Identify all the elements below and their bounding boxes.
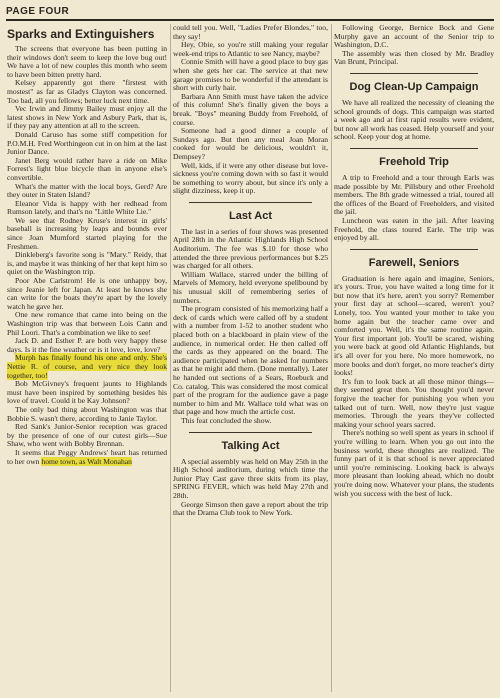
article-title-last-act: Last Act	[229, 209, 272, 222]
highlighted-paragraph	[7, 354, 167, 380]
paragraph: could tell you. Well, "Ladies Prefer Blondes," too, they say!	[173, 23, 328, 41]
paragraph: Donald Caruso has some stiff competition for P.O.M.H. Fred Worthingeon cut in on him at the last Junior Dance.	[7, 129, 167, 157]
paragraph: Hey, Obie, so you're still making your regular week-end trips to Atlantic to see Nancy, maybe?	[173, 40, 328, 58]
paragraph: There's nothing so well spent as years in school if you're willing to learn. When you go out into the business world, these thoughts are realized. The funny part of it is that school is never appreciated until you're reminiscing. Looking back is always more pleasant than looking ahead, which no doubt you're doing now. Whatever your plans, the students wish you success with the best of luck.	[334, 428, 494, 498]
paragraph: Graduation is here again and imagine, Seniors, it's yours. True, you have waited a long time for it but now that it's here, aren't you sorry? Remember your first day at school—scared, weren't you? Lonely, too. You wanted your mother to take you home again but the teacher came over and comforted you. Well, it's the same routine again. Your first important job. You'll be scared, wishing you were back at good old Atlantic Highlands, but it's all over for you here. No more homework, no more books and don't forget, no more teacher's dirty looks!	[334, 273, 494, 378]
paragraph: William Wallace, starred under the billing of Marvels of Memory, held everyone spellbound by his unusual skill of remembering series of numbers.	[173, 269, 328, 305]
paragraph: Connie Smith will have a good place to buy gas when she gets her car. The service at that new garage promises to be wonderful if the attendant is short with curly hair.	[173, 57, 328, 93]
paragraph: The last in a series of four shows was presented April 28th in the Atlantic Highlands High School Auditorium. The fee was $.10 for those who attended the three previous performances but $.25 was charged for all others.	[173, 226, 328, 271]
column-1	[7, 24, 167, 466]
paragraph	[7, 449, 167, 466]
paragraph: Red Sank's Junior-Senior reception was graced by the presence of one of our cutest girls—Sue Shaw, who went with Bobby Brennan.	[7, 422, 167, 449]
separator	[189, 202, 312, 203]
paragraph-text: It seems that Peggy Andrews' heart has returned to her own	[7, 447, 167, 466]
paragraph: Kelsey apparently got there "firstest with mostest" as far as Gladys Clayton was concerned. Too bad, all you fellows; better luck next time.	[7, 78, 167, 105]
paragraph: Following George, Bernice Bock and Gene Murphy gave an account of the Senior trip to Washington, D.C.	[334, 23, 494, 50]
paragraph: George Simson then gave a report about the trip that the Drama Club took to New York.	[173, 499, 328, 518]
separator	[189, 432, 312, 433]
paragraph: It's fun to look back at all those minor things—they seemed great then. You thought you'd never forgive the teacher for punishing you when you talked out of turn. Well, now they're just vague memories. Through the years they've collected making your school years sacred.	[334, 376, 494, 429]
paragraph: Vec Irwin and Jimmy Bailey must enjoy all the latest shows in New York and Asbury Park, that is, if they pay any attention at all to the screen.	[7, 104, 167, 131]
article-title-talking-act: Talking Act	[221, 439, 280, 452]
paragraph: Barbara Ann Smith must have taken the advice of this column! She's finally given the boys a break. "Boys" meaning Buddy from Freehold, of course.	[173, 91, 328, 127]
paragraph: We see that Rodney Kruse's interest in girls' baseball is increasing by leaps and bounds ever since Joan Mumford started playing for the Freshmen.	[7, 215, 167, 251]
paragraph: Jack D. and Esther P. are both very happy these days. Is it the fine weather or is it love, love, love?	[7, 336, 167, 354]
article-title-farewell-seniors: Farewell, Seniors	[368, 256, 460, 269]
paragraph: Someone had a good dinner a couple of Sundays ago. But then any meal Joan Moran cooked for would be delicious, wouldn't it, Dempsey?	[173, 126, 328, 161]
column-3	[334, 24, 494, 498]
paragraph: Janet Berg would rather have a ride on Mike Forrest's light blue bicycle than in anyone else's convertible.	[7, 155, 167, 182]
paragraph: The program consisted of his memorizing half a deck of cards which were called off by a student with a number from 1-52 to another student who placed both on a blackboard in plain view of the audience, in numerical order. He then called off the cards as they appeared on the board. The audience participated when he asked for numbers as that he might add them. (Done mentally). Later he handed out sections of a Sears, Roebuck and Co. catalog. This was considered the most comical part of the program for the audience gave a page number to him and Mr. Wallace told what was on that page and how much the article cost.	[173, 304, 328, 417]
paragraph: This feat concluded the show.	[181, 415, 272, 425]
paragraph: Poor Abe Carlstrom! He is one unhappy boy, since Jeanie left for Japan. At least he knows she can write for the boats they're apart by the lovely watch he gave her.	[7, 276, 167, 311]
paragraph: The only bad thing about Washington was that Bobbie S. wasn't there, according to Janie Taylor.	[7, 404, 167, 423]
paragraph: The screens that everyone has been putting in their windows don't seem to keep the love bug out! We have a lot of new couples this month who seem to have been bitten pretty hard.	[7, 44, 167, 79]
separator	[350, 148, 478, 149]
paragraph: Dinkleberg's favorite song is "Mary." Reidy, that is, and maybe it was thinking of her that kept him so quiet on the Washington trip.	[7, 250, 167, 277]
column-2	[173, 24, 328, 518]
article-title-sparks: Sparks and Extinguishers	[7, 27, 155, 41]
paragraph: The assembly was then closed by Mr. Bradley Van Brunt, Principal.	[334, 48, 494, 67]
paragraph: We have all realized the necessity of cleaning the school grounds of dogs. This campaign was started a week ago and at first rapid results were evident, but now all work has ceased. Help yourself and your school. Keep your dog at home.	[334, 97, 494, 142]
separator	[350, 73, 478, 74]
paragraph: Eleanor Vida is happy with her redhead from Rumson lately, and that's no "Little White Lie."	[7, 198, 167, 217]
paragraph: Bob McGivney's frequent jaunts to Highlands must have been inspired by something besides his love of travel. Could it be Kay Johnson?	[7, 379, 167, 406]
paragraph: Luncheon was eaten in the jail. After leaving Freehold, the class toured Earle. The trip was enjoyed by all.	[334, 215, 494, 243]
header-rule	[6, 19, 494, 21]
column-divider	[331, 24, 332, 692]
paragraph: Well, kids, if it were any other disease but love-sickness you're coming down with so fast it would be something to worry about, but since it's only a slight dizziness, keep it up.	[173, 160, 328, 196]
highlight-mark: Murph has finally found his one and only. She's Nettie R. of course, and very nice they look together, too!	[7, 353, 167, 380]
article-title-freehold-trip: Freehold Trip	[379, 155, 449, 168]
paragraph: A special assembly was held on May 25th in the High School auditorium, during which time the Junior Play Cast gave three skits from its play, SPRING FEVER, which was held May 27th and 28th.	[173, 456, 328, 500]
paragraph: What's the matter with the local boys, Gerd? Are they outer in Staten Island?	[7, 181, 167, 200]
page-header: PAGE FOUR	[6, 6, 70, 17]
column-divider	[170, 24, 171, 692]
paragraph: A trip to Freehold and a tour through Earls was made possible by Mr. Pillsbury and other Freehold members. The 8th grade witnessed a trial, toured all the offices of the Board of Freeholders, and visited the jail.	[334, 172, 494, 217]
highlight-mark: home town, as Walt Monahan	[41, 456, 132, 466]
article-title-dog-campaign: Dog Clean-Up Campaign	[349, 80, 479, 93]
separator	[350, 249, 478, 250]
paragraph: One new romance that came into being on the Washington trip was that between Lois Cann and Phil Loori. That's a combination we like to see!	[7, 310, 167, 337]
